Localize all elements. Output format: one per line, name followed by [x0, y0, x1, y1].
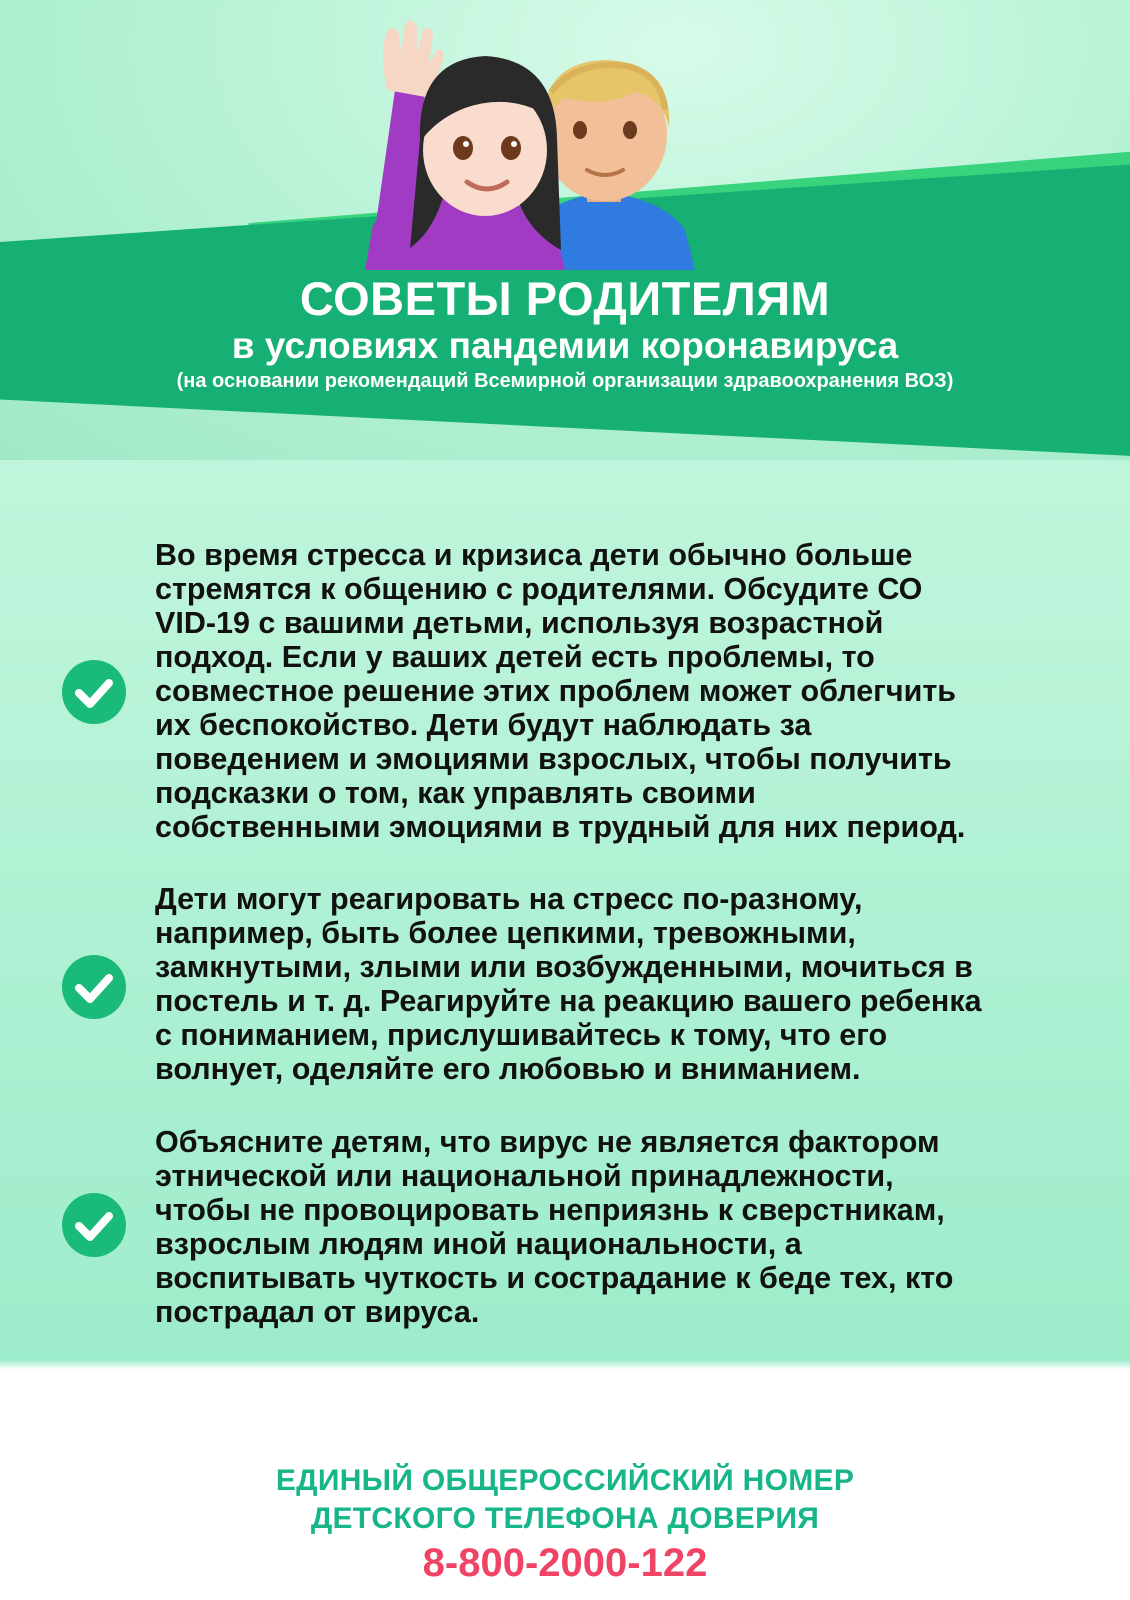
- hotline-caption-line-1: ЕДИНЫЙ ОБЩЕРОССИЙСКИЙ НОМЕР: [275, 1464, 855, 1497]
- tip-text: Объясните детям, что вирус не является фактором этнической или национальной принадлежности, чтобы не провоцировать неприязнь к сверстникам, взрослым людям иной национальности, а воспитывать чуткость и сострадание к беде тех, кто пострадал от вируса.: [155, 1125, 954, 1329]
- header-text: [0, 272, 1130, 396]
- hotline-phone-number: 8-800-2000-122: [422, 1541, 708, 1585]
- woman-figure: [365, 20, 565, 270]
- check-circle-icon: [62, 660, 126, 724]
- waving-parents-emoji-icon: [365, 20, 740, 270]
- check-circle-icon: [62, 1193, 126, 1257]
- hotline-caption-line-2: ДЕТСКОГО ТЕЛЕФОНА ДОВЕРИЯ: [310, 1502, 820, 1535]
- tip-text: Во время стресса и кризиса дети обычно больше стремятся к общению с родителями. Обсудите СО VID-19 с вашими детьми, используя возрастной подход. Если у ваших детей есть проблемы, то совместное решение этих проблем может облегчить их беспокойство. Дети будут наблюдать за поведением и эмоциями взрослых, чтобы получить подсказки о том, как управлять своими собственными эмоциями в трудный для них период.: [155, 538, 966, 844]
- tip-text: Дети могут реагировать на стресс по-разному, например, быть более цепкими, тревожными, замкнутыми, злыми или возбужденными, мочиться в постель и т. д. Реагируйте на реакцию вашего ребенка с пониманием, прислушивайтесь к тому, что его волнует, оделяйте его любовью и вниманием.: [155, 882, 982, 1086]
- check-circle-icon: [62, 955, 126, 1019]
- footer: [0, 1462, 1130, 1588]
- page-title: СОВЕТЫ РОДИТЕЛЯМ: [299, 272, 831, 325]
- page-subtitle: в условиях пандемии коронавируса: [231, 325, 899, 366]
- source-note: (на основании рекомендаций Всемирной организации здравоохранения ВОЗ): [176, 370, 954, 392]
